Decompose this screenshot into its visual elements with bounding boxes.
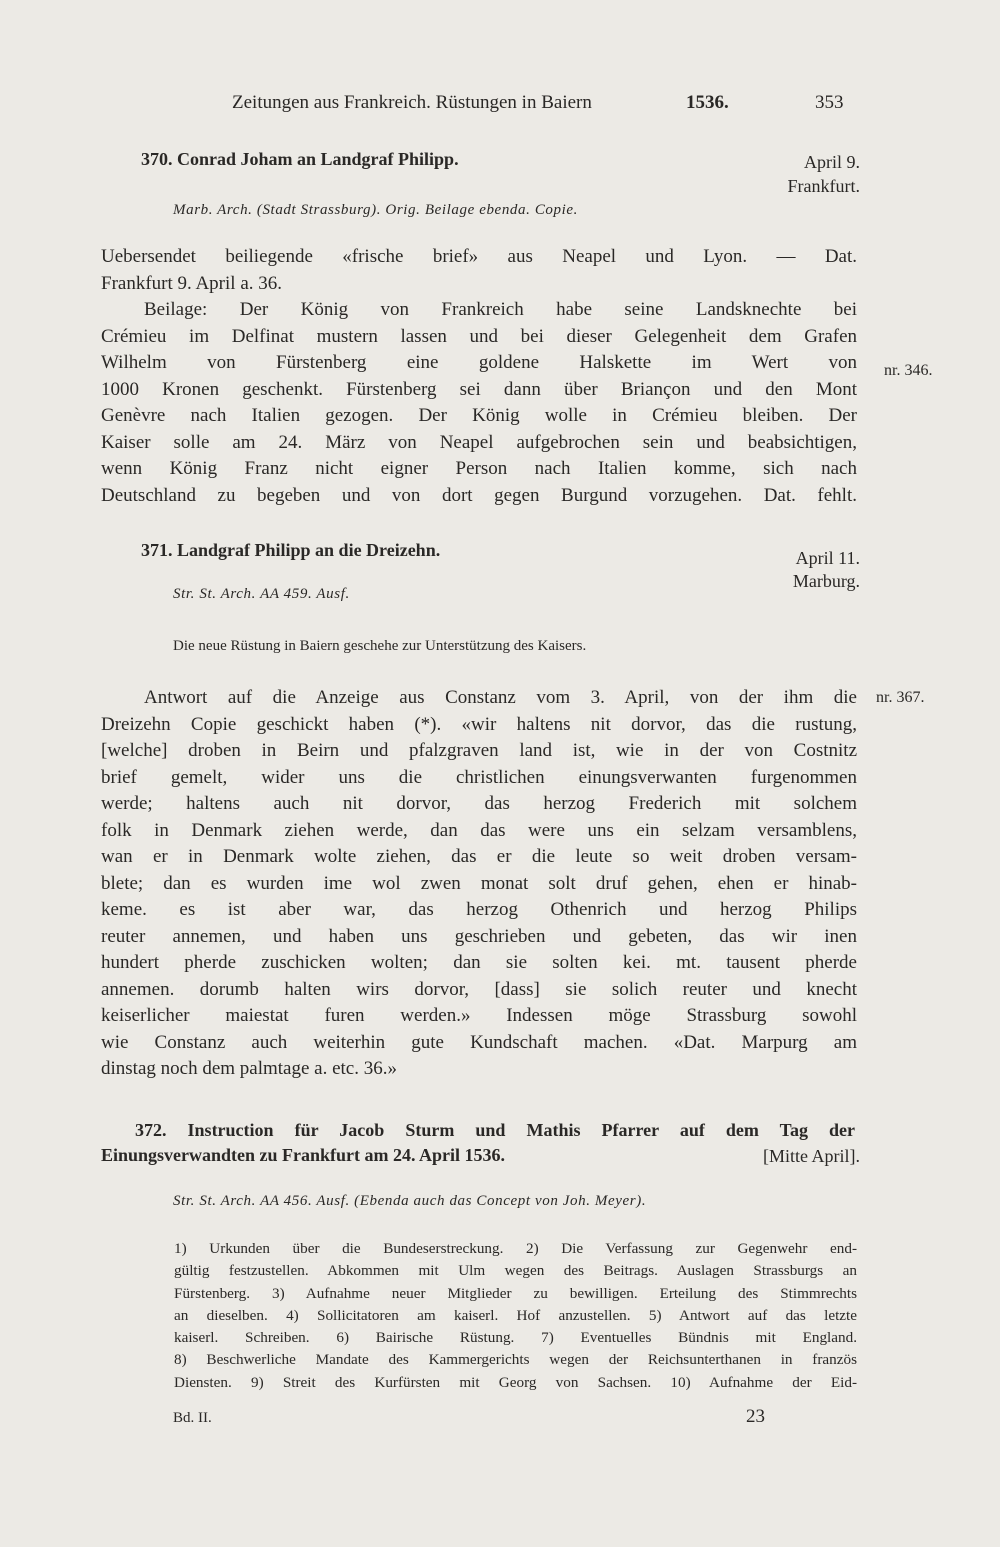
doc371-line-12: annemen. dorumb halten wirs dorvor, [dass] sie solich reuter und knecht [101,978,857,1000]
running-head-title: Zeitungen aus Frankreich. Rüstungen in Baiern [232,92,592,113]
doc371-line-3: [welche] droben in Beirn und pfalzgraven land ist, wie in der von Costnitz [101,740,857,761]
doc370-line-3: Beilage: Der König von Frankreich habe seine Landsknechte bei [144,299,857,320]
doc370-place: Frankfurt. [787,176,860,196]
doc372-date: [Mitte April]. [763,1146,860,1166]
page-number: 353 [815,92,844,113]
footer-volume: Bd. II. [173,1410,212,1426]
doc371-line-8: blete; dan es wurden ime wol zwen monat solt druf gehen, ehen er hinab- [101,872,857,894]
doc372-line-6: 8) Beschwerliche Mandate des Kammergerichts wegen der Reichsunterthanen in französ [174,1351,857,1369]
doc370-heading: 370. Conrad Joham an Landgraf Philipp. [141,149,459,169]
doc371-source: Str. St. Arch. AA 459. Ausf. [173,586,350,602]
doc371-line-7: wan er in Denmark wolte ziehen, das er die leute so weit droben versam- [101,846,857,867]
doc370-line-8: Kaiser solle am 24. März von Neapel aufgebrochen sein und beabsichtigen, [101,431,857,453]
doc371-line-1: Antwort auf die Anzeige aus Constanz vom 3. April, von der ihm die [144,687,857,708]
doc371-heading: 371. Landgraf Philipp an die Dreizehn. [141,540,441,560]
doc370-line-10: Deutschland zu begeben und von dort gegen Burgund vorzugehen. Dat. fehlt. [101,484,857,506]
doc370-line-6: 1000 Kronen geschenkt. Fürstenberg sei dann über Briançon und den Mont [101,378,857,400]
doc370-line-4: Crémieu im Delfinat mustern lassen und bei dieser Gelegenheit dem Grafen [101,325,857,347]
doc371-line-5: werde; haltens auch nit dorvor, das herzog Frederich mit solchem [101,793,857,814]
doc372-heading-line1: 372. Instruction für Jacob Sturm und Mathis Pfarrer auf dem Tag der [135,1120,855,1140]
doc370-date: April 9. [804,152,860,172]
doc371-summary: Die neue Rüstung in Baiern geschehe zur Unterstützung des Kaisers. [173,638,587,654]
running-head-year: 1536. [686,92,729,113]
doc371-line-15: dinstag noch dem palmtage a. etc. 36.» [101,1058,397,1079]
doc372-line-5: kaiserl. Schreiben. 6) Bairische Rüstung. 7) Eventuelles Bündnis mit England. [174,1329,857,1347]
doc370-source: Marb. Arch. (Stadt Strassburg). Orig. Beilage ebenda. Copie. [173,202,578,218]
doc372-line-1: 1) Urkunden über die Bundeserstreckung. 2) Die Verfassung zur Gegenwehr end- [174,1240,857,1257]
doc371-line-14: wie Constanz auch weiterhin gute Kundschaft machen. «Dat. Marpurg am [101,1031,857,1053]
doc370-margin-ref: nr. 346. [884,362,933,379]
doc371-place: Marburg. [792,571,860,591]
doc372-body [101,1238,857,1394]
footer-signature: 23 [746,1406,765,1427]
doc370-line-1: Uebersendet beiliegende «frische brief» aus Neapel und Lyon. — Dat. [101,246,857,267]
doc372-line-4: an dieselben. 4) Sollicitatoren am kaiserl. Hof anzustellen. 5) Antwort auf das letzte [174,1306,857,1324]
doc372-line-2: gültig festzustellen. Abkommen mit Ulm wegen des Beitrags. Auslagen Strassburgs an [174,1262,857,1280]
doc372-source: Str. St. Arch. AA 456. Ausf. (Ebenda auch das Concept von Joh. Meyer). [173,1193,647,1209]
doc371-line-10: reuter annemen, und haben uns geschrieben und gebeten, das wir inen [101,925,857,947]
doc371-line-2: Dreizehn Copie geschickt haben (*). «wir haltens nit dorvor, das die rustung, [101,713,857,735]
doc372-heading-line2: Einungsverwandten zu Frankfurt am 24. April 1536. [101,1145,506,1165]
doc370-line-7: Genèvre nach Italien gezogen. Der König wolle in Crémieu bleiben. Der [101,405,857,426]
doc371-line-4: brief gemelt, wider uns die christlichen einungsverwanten furgenommen [101,766,857,788]
doc371-date: April 11. [795,548,860,568]
doc371-line-13: keiserlicher maiestat furen werden.» Indessen möge Strassburg sowohl [101,1005,857,1026]
doc371-line-9: keme. es ist aber war, das herzog Othenrich und herzog Philips [101,899,857,920]
doc371-line-6: folk in Denmark ziehen werde, dan das were uns ein selzam versamblens, [101,819,857,841]
doc370-line-9: wenn König Franz nicht eigner Person nach Italien komme, sich nach [101,458,857,479]
doc370-body [101,244,857,509]
doc370-line-2: Frankfurt 9. April a. 36. [101,272,283,294]
doc372-line-3: Fürstenberg. 3) Aufnahme neuer Mitglieder zu bewilligen. Erteilung des Stimmrechts [174,1284,857,1302]
doc371-body [101,685,857,1083]
doc371-line-11: hundert pherde zuschicken wolten; dan sie solten kei. mt. tausent pherde [101,952,857,973]
doc371-margin-ref: nr. 367. [876,689,925,706]
doc372-line-7: Diensten. 9) Streit des Kurfürsten mit Georg von Sachsen. 10) Aufnahme der Eid- [174,1373,857,1391]
doc370-line-5: Wilhelm von Fürstenberg eine goldene Halskette im Wert von [101,352,857,373]
